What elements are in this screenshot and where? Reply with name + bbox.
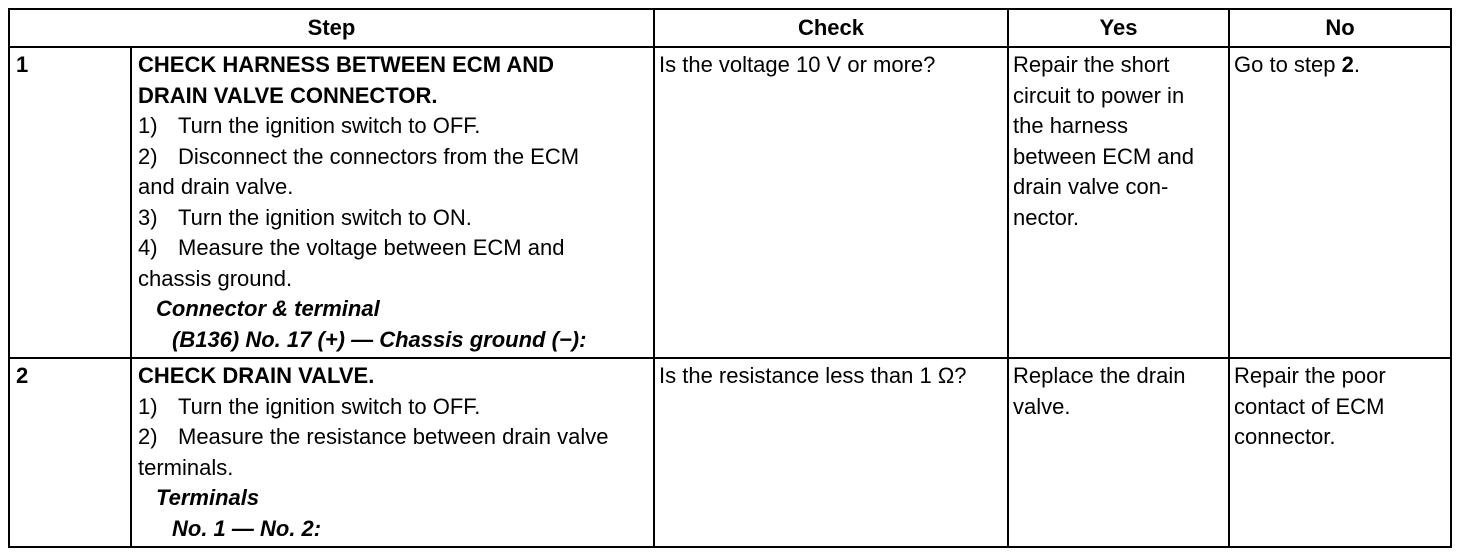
check-question: Is the voltage 10 V or more? — [659, 52, 936, 77]
yes-text: drain valve con- — [1013, 174, 1169, 199]
instruction-item — [138, 422, 647, 453]
instruction-number: 4) — [138, 235, 158, 260]
header-no: No — [1229, 9, 1451, 47]
no-text: connector. — [1234, 424, 1336, 449]
header-yes: Yes — [1008, 9, 1229, 47]
instruction-text: Turn the ignition switch to ON. — [178, 204, 472, 230]
instruction-text: Turn the ignition switch to OFF. — [178, 393, 481, 419]
table-row — [9, 47, 1451, 358]
step-number: 1 — [9, 47, 131, 358]
yes-text: valve. — [1013, 393, 1071, 419]
instruction-text: Measure the resistance between drain valve — [178, 424, 609, 449]
instruction-continuation: and drain valve. — [138, 174, 294, 199]
diagnostic-table — [8, 8, 1452, 548]
instruction-item — [138, 203, 647, 234]
no-text — [1234, 50, 1444, 81]
yes-text: nector. — [1013, 204, 1080, 230]
spec-label: Terminals — [156, 485, 260, 510]
step-reference: 2 — [1341, 52, 1354, 77]
no-text: Repair the poor — [1234, 363, 1386, 388]
spec-value: (B136) No. 17 (+) — Chassis ground (−): — [172, 326, 587, 352]
spec-label: Connector & terminal — [156, 296, 380, 321]
diagnostic-table-container — [8, 8, 1452, 548]
header-step: Step — [9, 9, 654, 47]
yes-cell — [1008, 358, 1229, 547]
no-cell — [1229, 47, 1451, 358]
instruction-text: Turn the ignition switch to OFF. — [178, 113, 481, 138]
instruction-number: 2) — [138, 143, 158, 169]
step-number: 2 — [9, 358, 131, 547]
check-cell — [654, 47, 1008, 358]
no-text: contact of ECM — [1234, 393, 1385, 419]
yes-text: Replace the drain — [1013, 363, 1186, 388]
instruction-continuation: chassis ground. — [138, 265, 293, 291]
yes-text: Repair the short — [1013, 52, 1170, 77]
instruction-item — [138, 142, 647, 173]
table-row — [9, 358, 1451, 547]
spec-value: No. 1 — No. 2: — [172, 515, 322, 541]
step-title: DRAIN VALVE CONNECTOR. — [138, 82, 438, 108]
instruction-text: Measure the voltage between ECM and — [178, 235, 565, 260]
instruction-text: Disconnect the connectors from the ECM — [178, 143, 580, 169]
step-title: CHECK HARNESS BETWEEN ECM AND — [138, 52, 554, 77]
instruction-number: 2) — [138, 424, 158, 449]
instruction-number: 3) — [138, 204, 158, 230]
header-row — [9, 9, 1451, 47]
check-question: Is the resistance less than 1 Ω? — [659, 363, 967, 388]
yes-text: circuit to power in — [1013, 82, 1185, 108]
instruction-item — [138, 233, 647, 264]
step-description — [131, 358, 654, 547]
no-text-prefix: Go to step — [1234, 52, 1342, 77]
instruction-number: 1) — [138, 113, 158, 138]
header-check: Check — [654, 9, 1008, 47]
yes-text: the harness — [1013, 113, 1128, 138]
yes-cell — [1008, 47, 1229, 358]
no-cell — [1229, 358, 1451, 547]
yes-text: between ECM and — [1013, 143, 1194, 169]
instruction-item — [138, 392, 647, 423]
step-title: CHECK DRAIN VALVE. — [138, 363, 375, 388]
check-cell — [654, 358, 1008, 547]
step-description — [131, 47, 654, 358]
no-text-suffix: . — [1353, 52, 1360, 77]
instruction-continuation: terminals. — [138, 454, 234, 480]
instruction-number: 1) — [138, 393, 158, 419]
instruction-item — [138, 111, 647, 142]
